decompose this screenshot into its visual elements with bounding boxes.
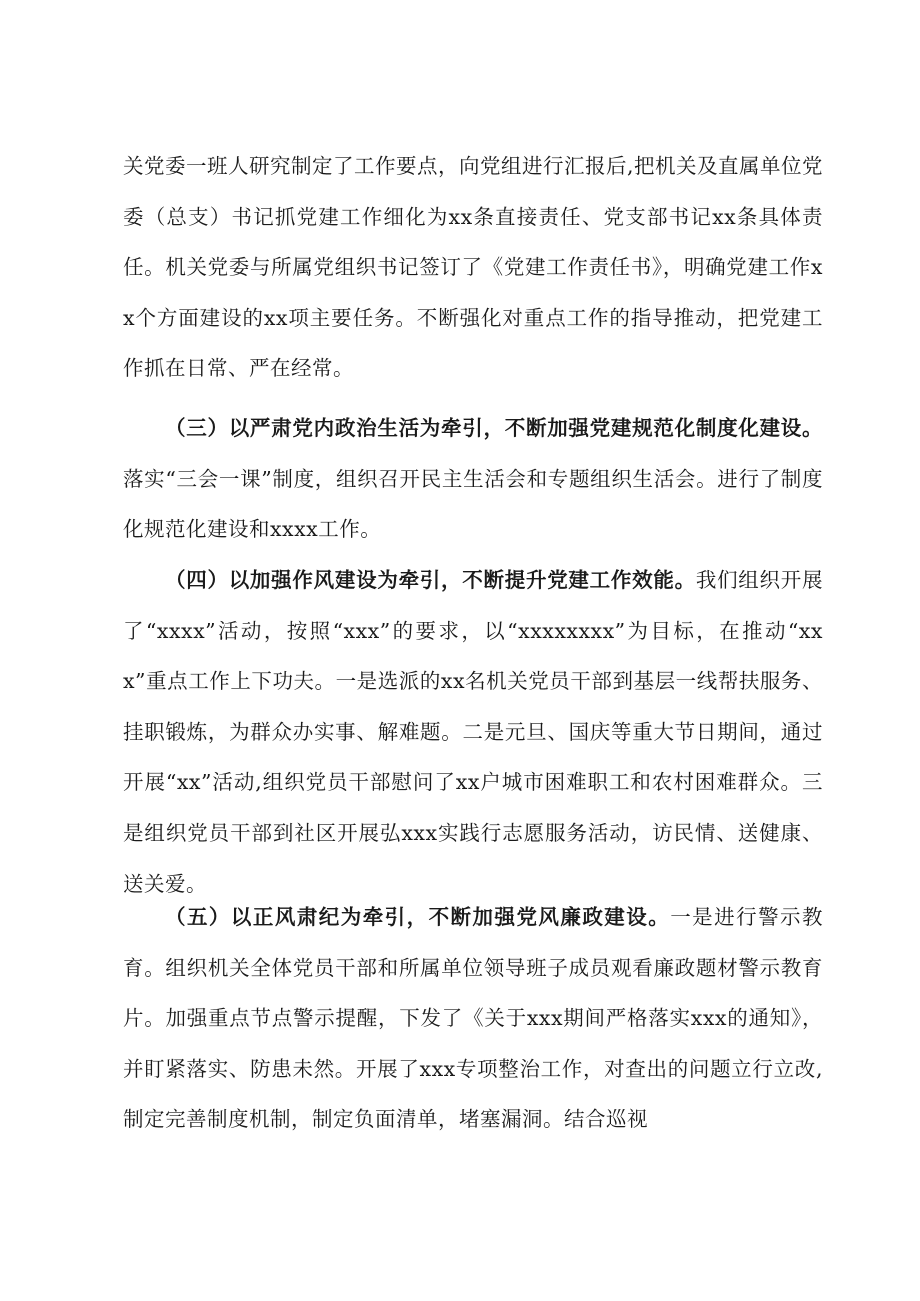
section-heading-4: （四）以加强作风建设为牵引，不断提升党建工作效能。 (165, 568, 696, 592)
paragraph-clean-governance (123, 892, 823, 1145)
paragraph-body: 落实“三会一课”制度，组织召开民主生活会和专题组织生活会。进行了制度化规范化建设和xxxx工作。 (123, 466, 823, 542)
paragraph-work-style (123, 555, 823, 909)
paragraph-body: 一是进行警示教育。组织机关全体党员干部和所属单位领导班子成员观看廉政题材警示教育片。加强重点节点警示提醒，下发了《关于xxx期间严格落实xxx的通知》，并盯紧落实、防患未然。开展了xxx专项整治工作，对查出的问题立行立改,制定完善制度机制，制定负面清单，堵塞漏洞。结合巡视 (123, 905, 824, 1132)
paragraph-party-committee-responsibility (123, 141, 823, 394)
paragraph-body: 我们组织开展了“xxxx”活动，按照“xxx”的要求，以“xxxxxxxx”为目标，在推动“xxx”重点工作上下功夫。一是选派的xx名机关党员干部到基层一线帮扶服务、挂职锻炼，为群众办实事、解难题。二是元旦、国庆等重大节日期间，通过开展“xx”活动,组织党员干部慰问了xx户城市困难职工和农村困难群众。三是组织党员干部到社区开展弘xxx实践行志愿服务活动，访民情、送健康、送关爱。 (123, 568, 824, 896)
section-heading-3: （三）以严肃党内政治生活为牵引，不断加强党建规范化制度化建设。 (165, 416, 823, 440)
section-heading-5: （五）以正风肃纪为牵引，不断加强党风廉政建设。 (165, 905, 671, 929)
paragraph-political-life (123, 403, 823, 555)
paragraph-body: 关党委一班人研究制定了工作要点，向党组进行汇报后,把机关及直属单位党委（总支）书记抓党建工作细化为xx条直接责任、党支部书记xx条具体责任。机关党委与所属党组织书记签订了《党建工作责任书》，明确党建工作xx个方面建设的xx项主要任务。不断强化对重点工作的指导推动，把党建工作抓在日常、严在经常。 (123, 154, 824, 381)
